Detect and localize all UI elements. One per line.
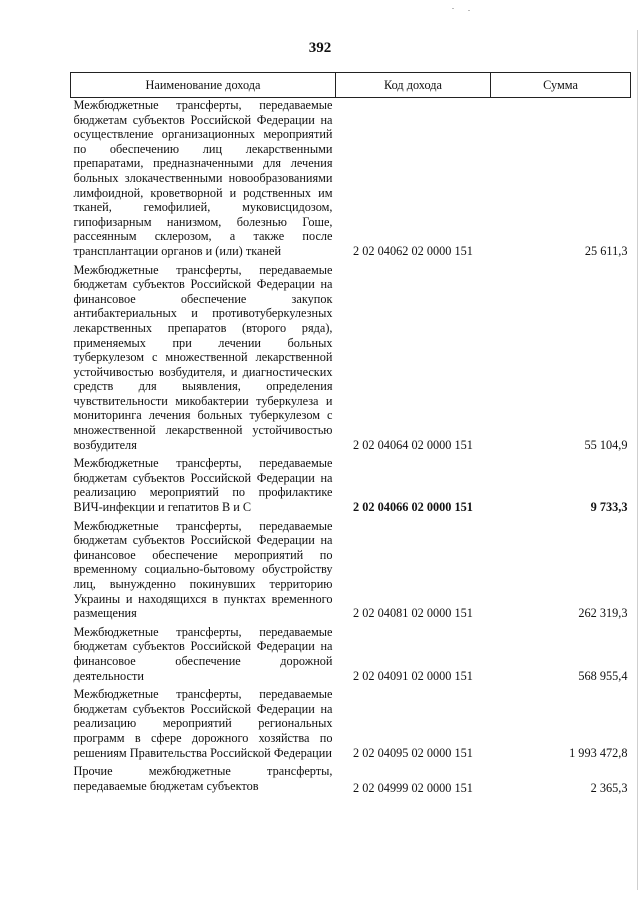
revenue-sum: 9 733,3: [590, 500, 628, 515]
revenue-table: [70, 72, 631, 800]
page-number: 392: [308, 40, 332, 56]
scan-speck: [452, 8, 454, 9]
revenue-name: Межбюджетные трансферты, передаваемые бюджетам субъектов Российской Федерации на осуществление организационных мероприятий по обеспечению лиц лекарственными препаратами, предназначенными для лечения больных злокачественными новообразованиями лимфоидной, кроветворной и родственных им тканей, гемофилией, муковисцидозом, гипофизарным нанизмом, болезнью Гоше, рассеянным склерозом, а также после трансплантации органов и (или) тканей: [73, 98, 333, 258]
revenue-code: 2 02 04081 02 0000 151: [353, 606, 473, 621]
revenue-name: Межбюджетные трансферты, передаваемые бюджетам субъектов Российской Федерации на реализацию мероприятий по профилактике ВИЧ-инфекции и гепатитов В и С: [73, 456, 333, 515]
revenue-name: Межбюджетные трансферты, передаваемые бюджетам субъектов Российской Федерации на реализацию мероприятий региональных программ в сфере дорожного хозяйства по решениям Правительства Российской Федерации: [73, 687, 333, 760]
revenue-sum: 262 319,3: [578, 606, 628, 621]
table-row: [71, 98, 631, 263]
revenue-name: Межбюджетные трансферты, передаваемые бюджетам субъектов Российской Федерации на финансовое обеспечение закупок антибактериальных и противотуберкулезных лекарственных препаратов (второго ряда), применяемых при лечении больных туберкулезом с множественной лекарственной устойчивостью возбудителя, и диагностических средств для выявления, определения чувствительности микобактерии туберкулеза и мониторинга лечения больных туберкулезом с множественной лекарственной устойчивостью возбудителя: [73, 262, 333, 452]
revenue-name: Прочие межбюджетные трансферты, передаваемые бюджетам субъектов: [73, 764, 333, 793]
revenue-name: Межбюджетные трансферты, передаваемые бюджетам субъектов Российской Федерации на финансовое обеспечение мероприятий по временному социально-бытовому обустройству лиц, вынужденно покинувших территорию Украины и находящихся в пунктах временного размещения: [73, 518, 333, 621]
table-row: [71, 263, 631, 457]
revenue-code: 2 02 04091 02 0000 151: [353, 668, 473, 683]
revenue-code: 2 02 04999 02 0000 151: [353, 781, 473, 796]
revenue-name: Межбюджетные трансферты, передаваемые бюджетам субъектов Российской Федерации на финансовое обеспечение дорожной деятельности: [73, 624, 333, 683]
revenue-sum: 568 955,4: [578, 668, 628, 683]
column-header-name: Наименование дохода: [71, 73, 336, 98]
scan-edge-line: [637, 30, 638, 890]
revenue-code: 2 02 04095 02 0000 151: [353, 745, 473, 760]
table-row: [71, 764, 631, 800]
scan-speck: [468, 10, 470, 11]
table-row: [71, 625, 631, 687]
revenue-sum: 2 365,3: [590, 781, 628, 796]
revenue-sum: 25 611,3: [584, 243, 628, 258]
column-header-code: Код дохода: [336, 73, 491, 98]
revenue-code: 2 02 04064 02 0000 151: [353, 437, 473, 452]
table-row: [71, 456, 631, 518]
revenue-code: 2 02 04066 02 0000 151: [353, 500, 473, 515]
column-header-sum: Сумма: [491, 73, 631, 98]
revenue-code: 2 02 04062 02 0000 151: [353, 243, 473, 258]
table-row: [71, 519, 631, 625]
revenue-sum: 1 993 472,8: [569, 745, 628, 760]
revenue-sum: 55 104,9: [584, 437, 628, 452]
table-header-row: [71, 73, 631, 98]
table-row: [71, 687, 631, 764]
